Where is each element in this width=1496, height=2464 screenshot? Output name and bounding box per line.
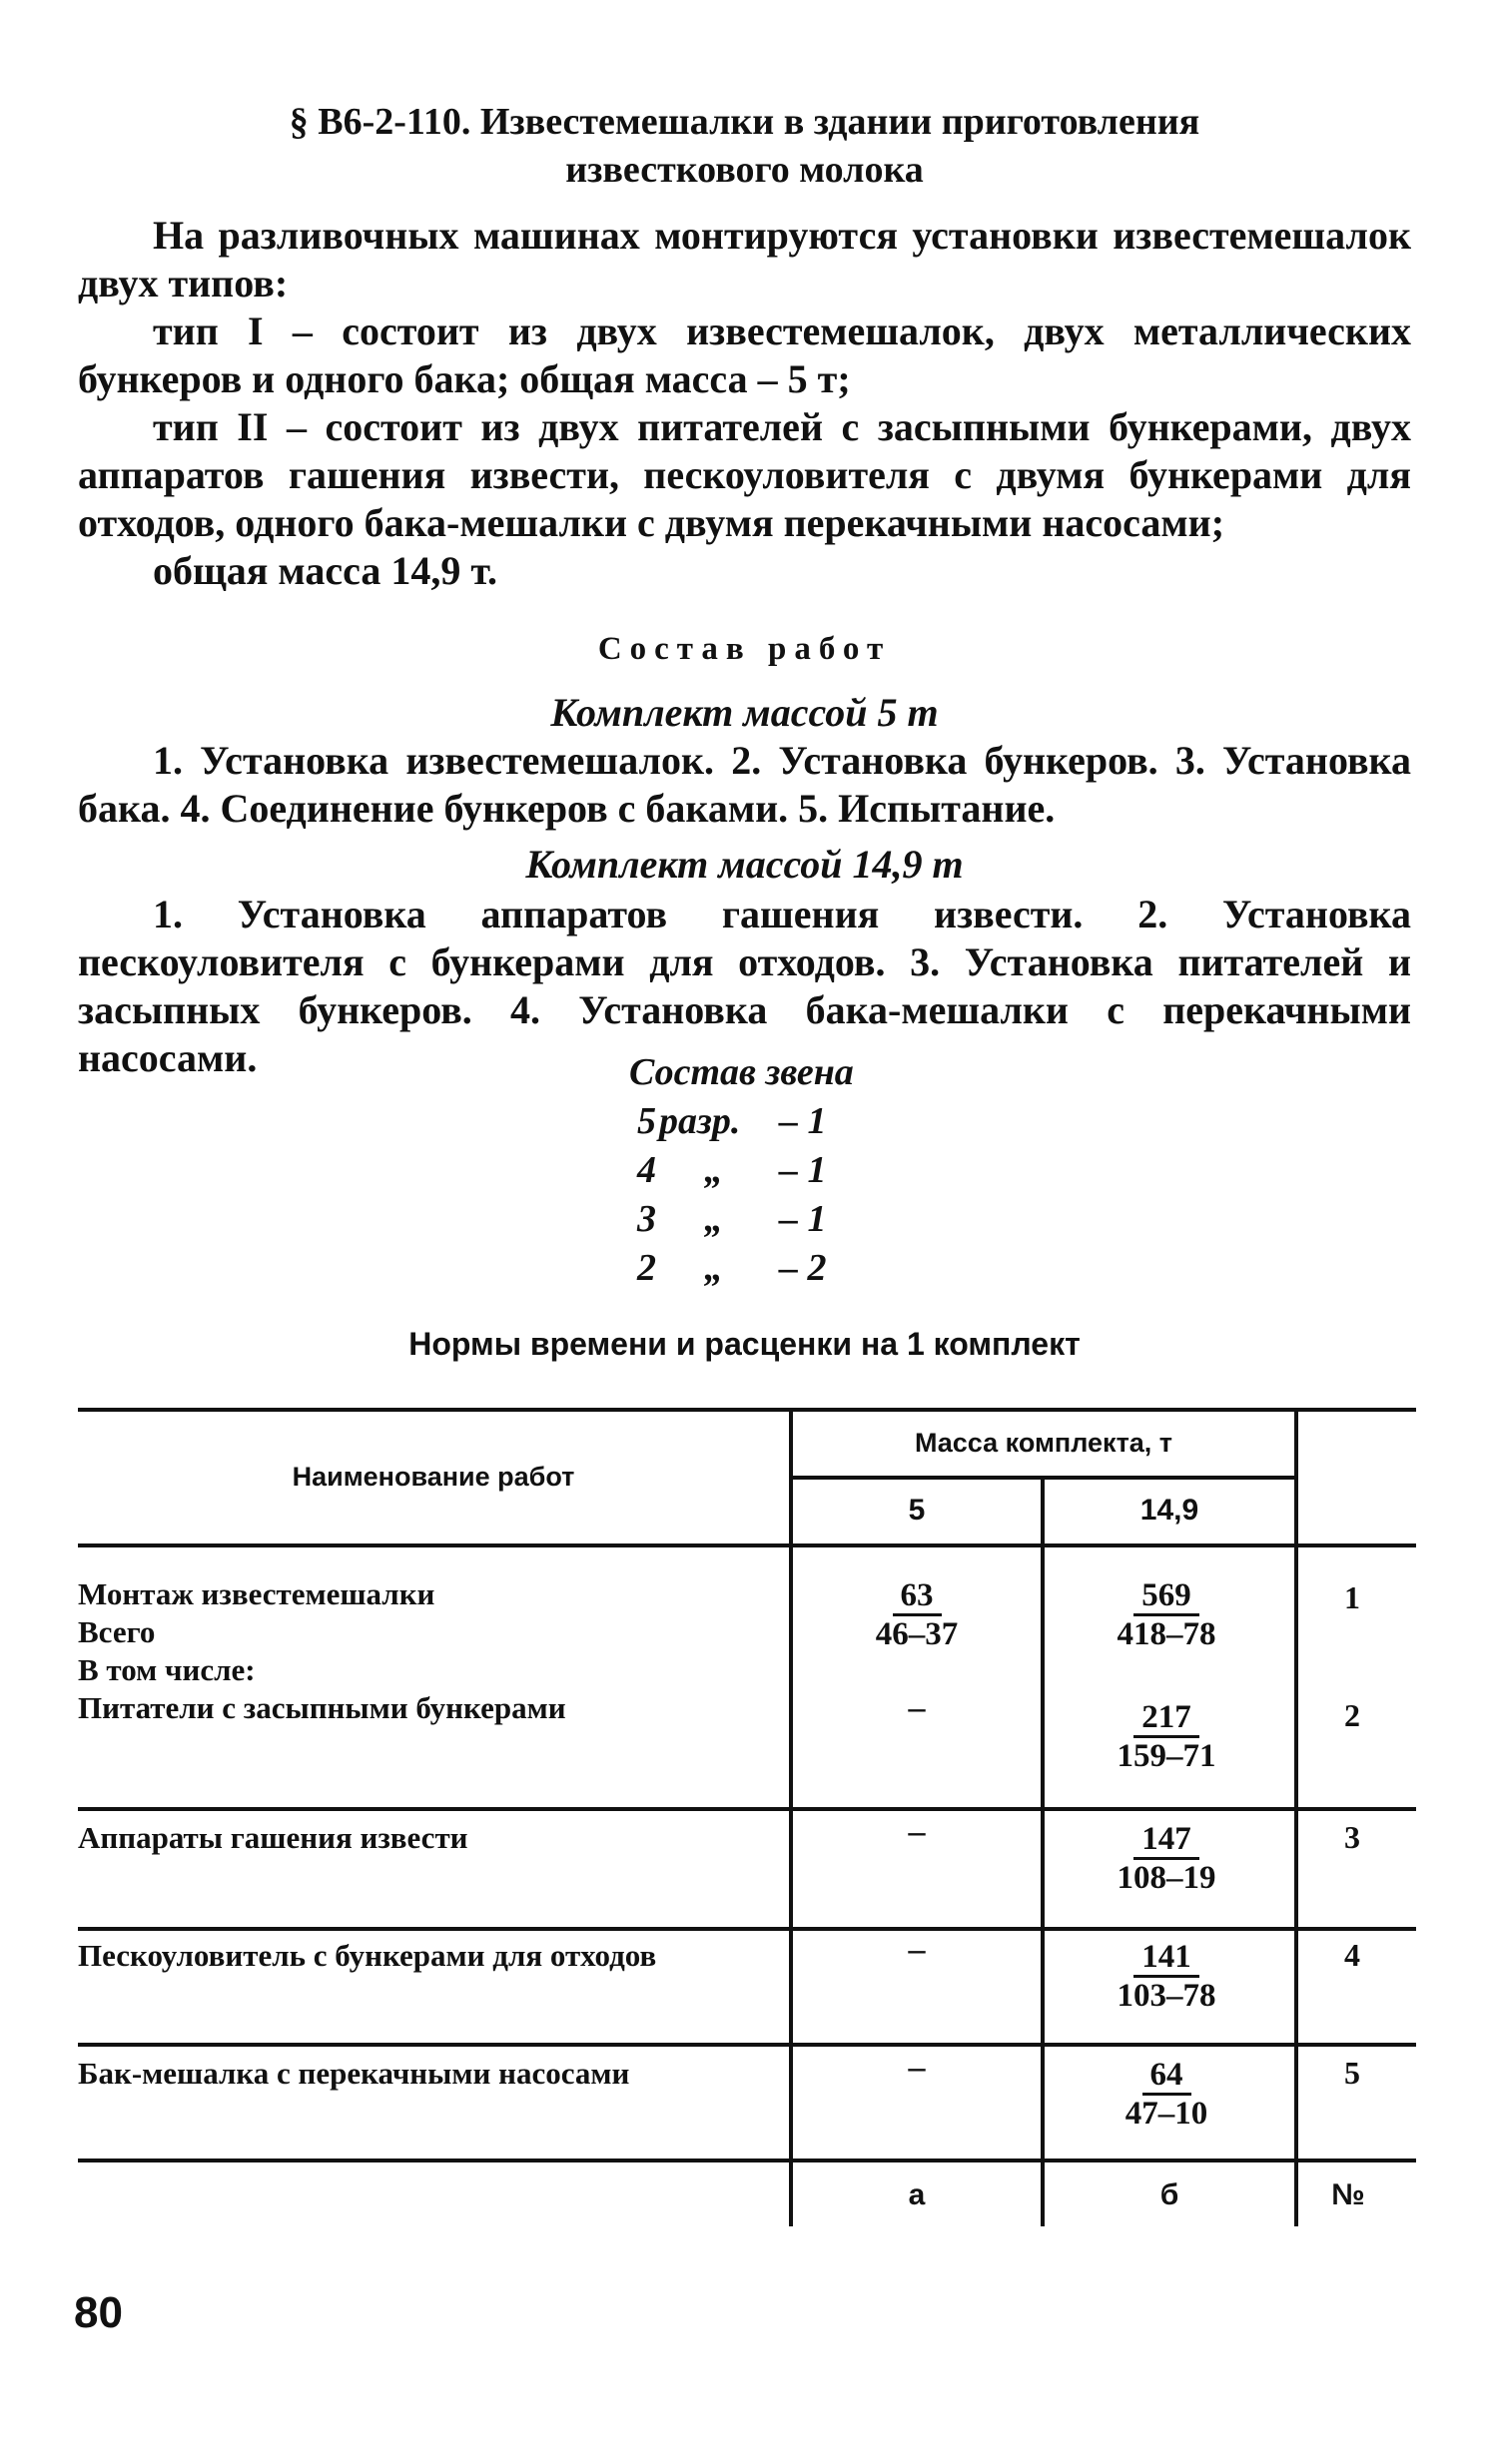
norm-rate: 418–78 (1117, 1616, 1216, 1652)
crew-row (559, 1097, 959, 1146)
crew-composition (559, 1048, 959, 1293)
table-col-divider (1294, 1408, 1298, 2226)
col-footer-a: а (908, 2178, 926, 2211)
norm-time: 217 (1133, 1699, 1199, 1738)
set1-text-block (78, 737, 1411, 833)
table-bottom-rule (78, 2158, 1416, 2162)
norm-time: 64 (1142, 2057, 1191, 2096)
crew-unit: „ (704, 1198, 723, 1240)
col-header-5: 5 (908, 1494, 926, 1527)
crew-row (559, 1146, 959, 1195)
empty-value-dash: – (908, 1931, 926, 1968)
row-label: Пескоуловитель с бункерами для отходов (78, 1938, 657, 1973)
row-label: Аппараты гашения извести (78, 1820, 468, 1855)
section-title (78, 98, 1411, 194)
intro-paragraph-1: На разливочных машинах монтируются установки известемешалок двух типов: (78, 213, 1411, 306)
crew-unit: разр. (659, 1100, 741, 1142)
norm-rate: 46–37 (875, 1616, 959, 1652)
col-header-name: Наименование работ (292, 1462, 575, 1492)
col-header-mass: Масса комплекта, т (914, 1428, 1173, 1458)
row-number: 5 (1344, 2055, 1360, 2091)
crew-count: – 1 (779, 1198, 827, 1240)
empty-value-dash: – (908, 1813, 926, 1850)
row-label: Бак-мешалка с перекачными насосами (78, 2056, 630, 2091)
table-col-divider (789, 1408, 793, 2226)
table-row-rule (78, 2043, 1416, 2047)
crew-row (559, 1244, 959, 1293)
row-label: Всего (78, 1614, 156, 1649)
intro-paragraph-total: общая масса 14,9 т. (153, 548, 498, 593)
norms-title: Нормы времени и расценки на 1 комплект (408, 1326, 1081, 1362)
norm-fraction (1087, 1821, 1246, 1896)
norm-fraction (1087, 1939, 1246, 2014)
norm-rate: 108–19 (1117, 1860, 1216, 1896)
table-header-rule (78, 1543, 1416, 1547)
set1-title: Комплект массой 5 т (550, 690, 939, 735)
norm-rate: 103–78 (1117, 1978, 1216, 2014)
crew-rank: 2 (637, 1247, 656, 1289)
norm-time: 141 (1133, 1939, 1199, 1978)
crew-row (559, 1195, 959, 1244)
norm-time: 63 (893, 1577, 942, 1616)
crew-unit: „ (704, 1247, 723, 1289)
table-col-divider (1041, 1476, 1045, 2226)
col-footer-b: б (1159, 2178, 1179, 2211)
section-title-line2: известкового молока (565, 149, 924, 191)
row-number: 4 (1344, 1937, 1360, 1973)
row-label: Питатели с засыпными бункерами (78, 1690, 566, 1725)
table-top-rule (78, 1408, 1416, 1412)
empty-value-dash: – (908, 1689, 926, 1726)
norm-fraction (1087, 2057, 1246, 2132)
crew-heading: Состав звена (629, 1051, 854, 1093)
row-number: 3 (1344, 1819, 1360, 1855)
crew-count: – 1 (779, 1149, 827, 1191)
empty-value-dash: – (908, 2049, 926, 2086)
norm-fraction (837, 1577, 997, 1652)
set1-text: 1. Установка известемешалок. 2. Установка бункеров. 3. Установка бака. 4. Соединение бункеров с баками. 5. Испытание. (78, 738, 1411, 831)
norm-fraction (1087, 1699, 1246, 1774)
col-header-14-9: 14,9 (1139, 1494, 1199, 1527)
norm-time: 569 (1133, 1577, 1199, 1616)
crew-rank: 3 (637, 1198, 656, 1240)
intro-paragraph-type2: тип II – состоит из двух питателей с засыпными бункерами, двух аппаратов гашения извести, пескоуловителя с двумя бункерами для отходов, одного бака-мешалки с двумя перекачными насосами; (78, 404, 1411, 545)
crew-unit: „ (704, 1149, 723, 1191)
crew-count: – 1 (779, 1100, 827, 1142)
section-title-line1: § В6-2-110. Известемешалки в здании приготовления (289, 101, 1200, 143)
row-label: В том числе: (78, 1652, 256, 1687)
crew-rank: 5 (637, 1100, 656, 1142)
row-number: 2 (1344, 1697, 1360, 1733)
intro-block (78, 212, 1411, 595)
norm-rate: 47–10 (1124, 2096, 1208, 2132)
set2-text: 1. Установка аппаратов гашения извести. 2. Установка пескоуловителя с бункерами для отходов. 3. Установка питателей и засыпных бункеров. 4. Установка бака-мешалки с перекачными насосами. (78, 892, 1411, 1080)
crew-count: – 2 (779, 1247, 827, 1289)
row-number: 1 (1344, 1579, 1360, 1615)
page-number: 80 (74, 2288, 123, 2337)
row-label: Монтаж известемешалки (78, 1576, 435, 1611)
norm-fraction (1087, 1577, 1246, 1652)
set2-title: Комплект массой 14,9 т (525, 842, 964, 887)
work-heading: Состав работ (597, 631, 892, 667)
intro-paragraph-type1: тип I – состоит из двух известемешалок, двух металлических бункеров и одного бака; общая масса – 5 т; (78, 308, 1411, 401)
table-row-rule (78, 1807, 1416, 1811)
norm-rate: 159–71 (1117, 1738, 1216, 1774)
norms-table (78, 1408, 1416, 2226)
col-footer-no: № (1331, 2178, 1365, 2211)
norm-time: 147 (1133, 1821, 1199, 1860)
table-row-rule (78, 1927, 1416, 1931)
crew-rank: 4 (637, 1149, 656, 1191)
